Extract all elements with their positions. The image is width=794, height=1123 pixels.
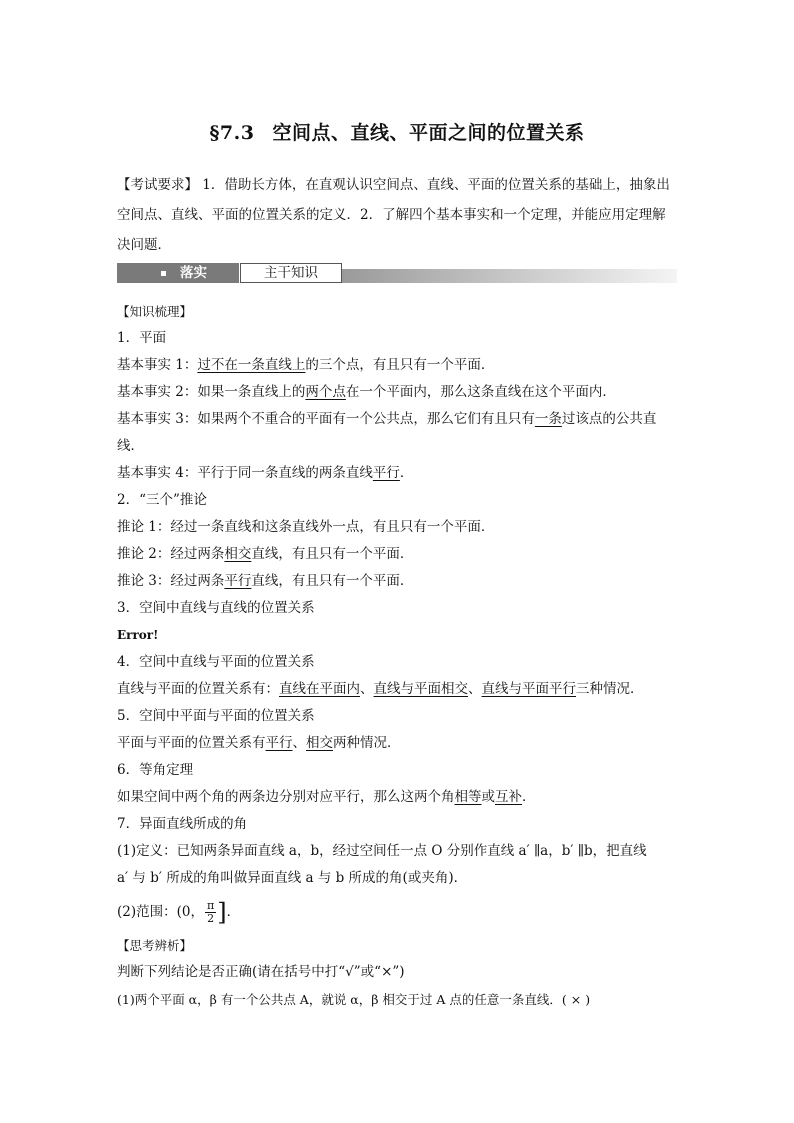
s5-title: 5．空间中平面与平面的位置关系	[117, 708, 315, 724]
fact-1-pre: 基本事实 1：	[117, 357, 198, 373]
banner-right: 主干知识	[240, 263, 342, 283]
s7-range	[117, 892, 677, 932]
corollary-2-post: 直线，有且只有一个平面．	[251, 546, 414, 562]
s1-title: 1．平面	[117, 330, 167, 346]
s7-definition-1: (1)定义：已知两条异面直线 a，b，经过空间任一点 O 分别作直线 a′ ∥a，b′ ∥b，把直线	[117, 843, 647, 859]
s4-post: 三种情况．	[576, 681, 644, 697]
fact-3-pre: 基本事实 3：如果两个不重合的平面有一个公共点，那么它们有且只有	[117, 411, 535, 427]
s5-sep: 、	[292, 735, 306, 751]
s4-answer-1: 直线在平面内	[279, 681, 360, 697]
s6-pre: 如果空间中两个角的两条边分别对应平行，那么这两个角	[117, 789, 455, 805]
s7-definition-2: a′ 与 b′ 所成的角叫做异面直线 a 与 b 所成的角(或夹角)．	[117, 870, 468, 886]
range-label: (2)范围：	[117, 904, 177, 920]
s4-pre: 直线与平面的位置关系有：	[117, 681, 279, 697]
s3-title: 3．空间中直线与直线的位置关系	[117, 600, 315, 616]
fact-4-post: ．	[399, 465, 414, 481]
corollary-1: 推论 1：经过一条直线和这条直线外一点，有且只有一个平面．	[117, 519, 495, 535]
range-left: (0，	[176, 904, 204, 920]
fact-1-answer: 过不在一条直线上	[197, 357, 306, 373]
corollary-3-post: 直线，有且只有一个平面．	[251, 573, 414, 589]
banner-left	[117, 263, 239, 283]
s4-sep-2: 、	[468, 681, 482, 697]
section-banner	[117, 263, 677, 283]
corollary-2	[117, 541, 677, 568]
corollary-3	[117, 568, 677, 595]
s4-title: 4．空间中直线与平面的位置关系	[117, 654, 315, 670]
thinking-q1: (1)两个平面 α，β 有一个公共点 A，就说 α，β 相交于过 A 点的任意一条直线．( × )	[117, 992, 591, 1007]
fact-3	[117, 406, 677, 433]
s6-post: ．	[522, 789, 536, 805]
s5-text	[117, 730, 677, 757]
thinking-intro: 判断下列结论是否正确(请在括号中打“√”或“×”)	[117, 964, 405, 980]
banner-gradient	[342, 269, 677, 283]
corollary-2-answer: 相交	[224, 546, 252, 562]
pi-over-two	[205, 900, 216, 925]
section-number: §7.3	[209, 122, 255, 144]
frac-numerator: π	[206, 899, 215, 912]
s5-answer-2: 相交	[306, 735, 333, 751]
s2-title: 2．“三个”推论	[117, 492, 207, 508]
exam-requirement	[117, 170, 677, 260]
square-bullet-icon	[161, 271, 166, 276]
knowledge-body	[117, 298, 677, 1013]
fact-1-post: 的三个点，有且只有一个平面．	[305, 357, 495, 373]
s6-title: 6．等角定理	[117, 762, 194, 778]
fact-3-answer: 一条	[534, 411, 562, 427]
s6-answer-1: 相等	[454, 789, 482, 805]
error-text: Error!	[117, 628, 159, 642]
fact-2-answer: 两个点	[305, 384, 346, 400]
s6-text	[117, 784, 677, 811]
s4-answer-2: 直线与平面相交	[373, 681, 468, 697]
fact-2-post: 在一个平面内，那么这条直线在这个平面内．	[345, 384, 616, 400]
s7-title: 7．异面直线所成的角	[117, 816, 248, 832]
corollary-3-answer: 平行	[224, 573, 252, 589]
requirement-label: 【考试要求】	[117, 177, 198, 193]
banner-left-label: 落实	[180, 265, 207, 281]
requirement-text: 1．借助长方体，在直观认识空间点、直线、平面的位置关系的基础上，抽象出空间点、直线、平面的位置关系的定义．2．了解四个基本事实和一个定理，并能应用定理解决问题．	[117, 177, 670, 253]
fact-3-cont: 线．	[117, 438, 144, 454]
fact-1	[117, 352, 677, 379]
thinking-heading: 【思考辨析】	[117, 938, 193, 953]
s6-mid: 或	[481, 789, 495, 805]
title-text: 空间点、直线、平面之间的位置关系	[272, 122, 585, 144]
range-post: ．	[226, 904, 241, 920]
s5-answer-1: 平行	[265, 735, 293, 751]
fact-4-pre: 基本事实 4：平行于同一条直线的两条直线	[117, 465, 373, 481]
page-title	[117, 118, 677, 145]
s4-sep-1: 、	[360, 681, 374, 697]
corollary-2-pre: 推论 2：经过两条	[117, 546, 225, 562]
fact-4	[117, 460, 677, 487]
range-right: ]	[217, 898, 227, 927]
s4-text	[117, 676, 677, 703]
frac-denominator: 2	[207, 912, 215, 925]
fact-3-post: 过该点的公共直	[561, 411, 657, 427]
fact-4-answer: 平行	[372, 465, 400, 481]
s5-post: 两种情况．	[333, 735, 401, 751]
fact-2-pre: 基本事实 2：如果一条直线上的	[117, 384, 306, 400]
s4-answer-3: 直线与平面平行	[481, 681, 576, 697]
s5-pre: 平面与平面的位置关系有	[117, 735, 266, 751]
fact-2	[117, 379, 677, 406]
s6-answer-2: 互补	[495, 789, 522, 805]
corollary-3-pre: 推论 3：经过两条	[117, 573, 225, 589]
knowledge-heading: 【知识梳理】	[117, 304, 193, 319]
